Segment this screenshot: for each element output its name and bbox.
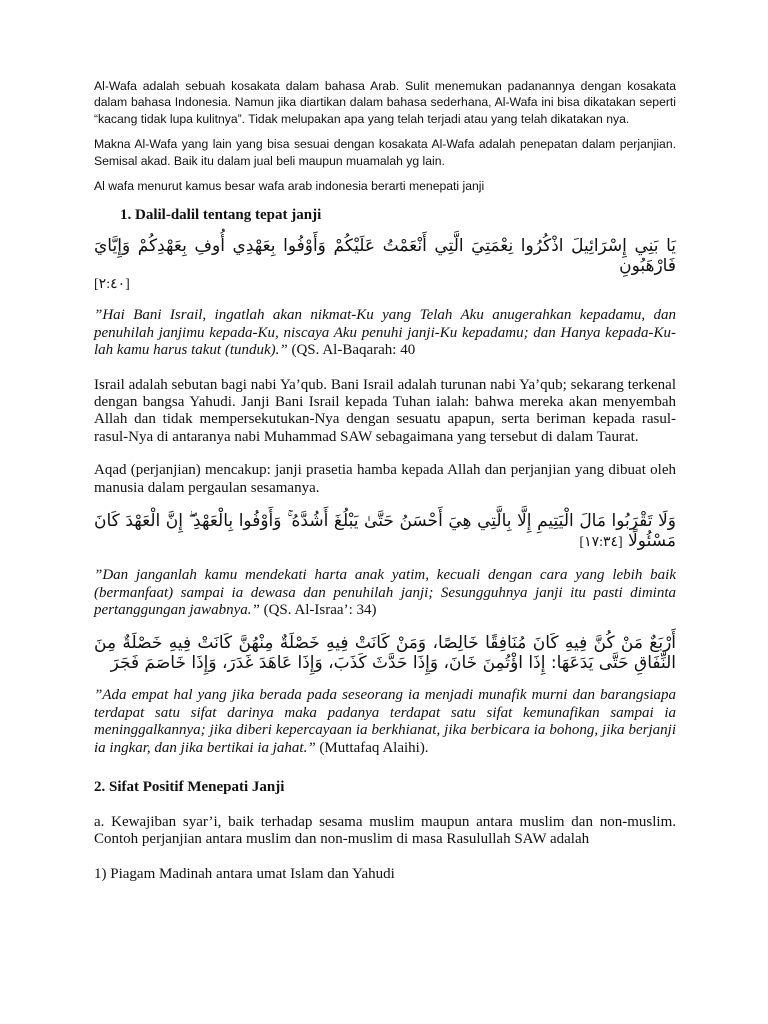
verse-2-translation [94,567,676,619]
verse-1-translation-text: ”Hai Bani Israil, ingatlah akan nikmat-Ku yang Telah Aku anugerahkan kepadamu, dan penuhilah janjimu kepada-Ku, niscaya Aku penuhi janji-Ku kepadamu; dan Hanya kepada-Ku-lah kamu harus takut (tunduk).” [94,307,676,359]
hadith-source: (Muttafaq Alaihi). [315,739,429,756]
verse-2-translation-text: ”Dan janganlah kamu mendekati harta anak yatim, kecuali dengan cara yang lebih baik (bermanfaat) sampai ia dewasa dan penuhilah janji; Sesungguhnya janji itu pasti diminta pertanggungan jawabnya.” [94,567,676,618]
verse-2-block [94,511,676,553]
paragraph-aqad: Aqad (perjanjian) mencakup: janji prasetia hamba kepada Allah dan perjanjian yang dibuat oleh manusia dalam pergaulan sesamanya. [94,462,676,496]
paragraph-a: a. Kewajiban syar’i, baik terhadap sesama muslim maupun antara muslim dan non-muslim. Contoh perjanjian antara muslim dan non-muslim di masa Rasulullah SAW adalah [94,813,676,848]
hadith-translation [94,687,676,757]
verse-1-block [94,236,676,293]
verse-1-translation [94,307,676,359]
list-item-1: 1) Piagam Madinah antara umat Islam dan Yahudi [94,865,395,882]
document-page [94,78,676,883]
verse-2-reference: [١٧:٣٤] [579,535,623,551]
verse-2-source: (QS. Al-Israa’: 34) [259,601,377,618]
intro-paragraph-2: Makna Al-Wafa yang lain yang bisa sesuai dengan kosakata Al-Wafa adalah penepatan dalam perjanjian. Semisal akad. Baik itu dalam jual beli maupun muamalah yg lain. [94,137,676,168]
section-1-heading: 1. Dalil-dalil tentang tepat janji [120,207,322,224]
verse-1-reference: [٢:٤٠] [94,277,130,293]
paragraph-israil: Israil adalah sebutan bagi nabi Ya’qub. Bani Israil adalah turunan nabi Ya’qub; sekarang terkenal dengan bangsa Yahudi. Janji Bani Israil kepada Tuhan ialah: bahwa mereka akan menyembah Allah dan tidak mempersekutukan-Nya dengan sesuatu apapun, serta beriman kepada rasul-rasul-Nya di antaranya nabi Muhammad SAW sebagaimana yang tersebut di dalam Taurat. [94,376,676,445]
verse-2-arabic [94,511,676,553]
section-2-heading: 2. Sifat Positif Menepati Janji [94,778,285,795]
intro-paragraph-3: Al wafa menurut kamus besar wafa arab indonesia berarti menepati janji [94,179,485,194]
verse-2-arabic-text: وَلَا تَقْرَبُوا مَالَ الْيَتِيمِ إِلَّا بِالَّتِي هِيَ أَحْسَنُ حَتَّىٰ يَبْلُغَ أَشُدَّهُ ۚ وَأَوْفُوا بِالْعَهْدِ ۖ إِنَّ الْعَهْدَ كَانَ مَسْئُولًا [94,511,676,552]
hadith-translation-text: ”Ada empat hal yang jika berada pada seseorang ia menjadi munafik murni dan barangsiapa terdapat satu sifat darinya maka padanya terdapat satu sifat kemunafikan sampai ia meninggalkannya; jika diberi kepercayaan ia berkhianat, jika berbicara ia bohong, jika berjanji ia ingkar, dan jika bertikai ia jahat.” [94,687,676,756]
hadith-arabic: أَرْبَعٌ مَنْ كُنَّ فِيهِ كَانَ مُنَافِقًا خَالِصًا، وَمَنْ كَانَتْ فِيهِ خَصْلَةٌ مِنْهُنَّ كَانَتْ فِيهِ خَصْلَةٌ مِنَ النِّفَاقِ حَتَّى يَدَعَهَا: إِذَا اؤْتُمِنَ خَانَ، وَإِذَا حَدَّثَ كَذَبَ، وَإِذَا عَاهَدَ غَدَرَ، وَإِذَا خَاصَمَ فَجَرَ [94,633,676,674]
verse-1-source: (QS. Al-Baqarah: 40 [287,342,416,359]
intro-paragraph-1: Al-Wafa adalah sebuah kosakata dalam bahasa Arab. Sulit menemukan padanannya dengan kosakata dalam bahasa Indonesia. Namun jika diartikan dalam bahasa sederhana, Al-Wafa ini bisa dikatakan seperti “kacang tidak lupa kulitnya”. Tidak melupakan apa yang telah terjadi atau yang telah dikatakan nya. [94,79,676,126]
verse-1-arabic: يَا بَنِي إِسْرَائِيلَ اذْكُرُوا نِعْمَتِيَ الَّتِي أَنْعَمْتُ عَلَيْكُمْ وَأَوْفُوا بِعَهْدِي أُوفِ بِعَهْدِكُمْ وَإِيَّايَ فَارْهَبُونِ [94,236,676,277]
